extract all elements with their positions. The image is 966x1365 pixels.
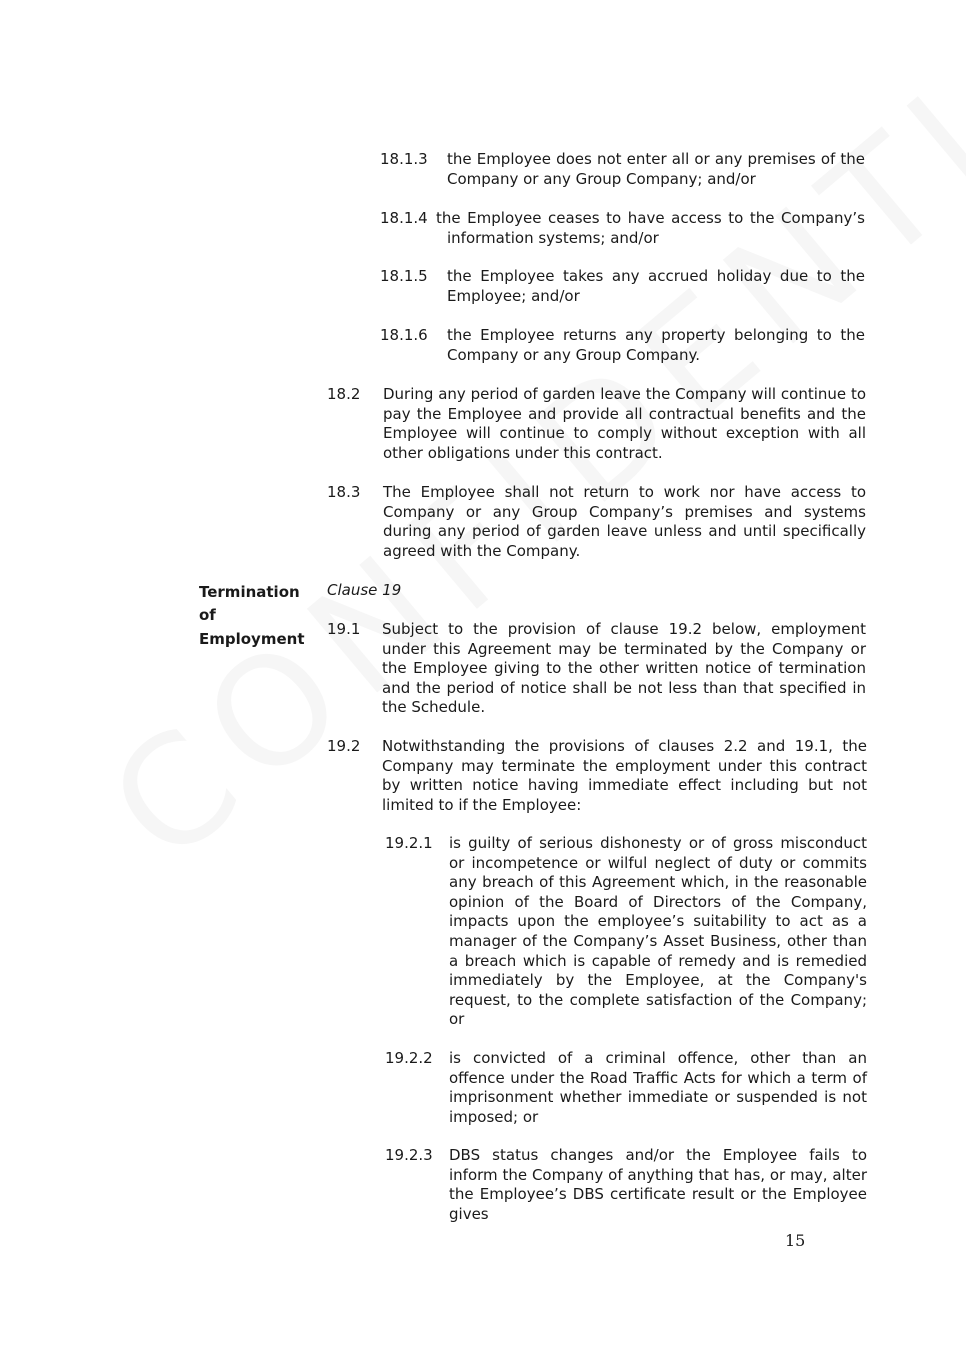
clause-text-18-1-5: the Employee takes any accrued holiday due to the Employee; and/or (447, 267, 865, 305)
clause-number-19-2-2: 19.2.2 (385, 1049, 433, 1067)
clause-text-19-2: Notwithstanding the provisions of clauses 2.2 and 19.1, the Company may terminate the employment under this contract by written notice having immediate effect including but not limited to if the Employee: (382, 737, 867, 814)
clause-number-18-1-6: 18.1.6 (380, 326, 428, 344)
clause-number-18-3: 18.3 (327, 483, 361, 501)
clause-text-18-1-4 (436, 209, 865, 248)
clause-text-18-1-3: the Employee does not enter all or any premises of the Company or any Group Company; and/or (447, 150, 865, 188)
clause-text-18-1-4-content: the Employee ceases to have access to the Company’s information systems; and/or (436, 209, 865, 247)
clause-number-19-1: 19.1 (327, 620, 361, 638)
clause-number-19-2: 19.2 (327, 737, 361, 755)
clause-number-19-2-3: 19.2.3 (385, 1146, 433, 1164)
clause-number-19-2-1: 19.2.1 (385, 834, 433, 852)
clause-text-18-1-6: the Employee returns any property belonging to the Company or any Group Company. (447, 326, 865, 364)
clause-number-18-1-4: 18.1.4 (380, 209, 428, 227)
clause-number-18-1-5: 18.1.5 (380, 267, 428, 285)
clause-text-19-2-3: DBS status changes and/or the Employee fails to inform the Company of anything that has, or may, alter the Employee’s DBS certificate result or the Employee gives (449, 1146, 867, 1223)
clause-text-19-2-2: is convicted of a criminal offence, other than an offence under the Road Traffic Acts for which a term of imprisonment whether immediate or suspended is not imposed; or (449, 1049, 867, 1126)
clause-text-19-2-1: is guilty of serious dishonesty or of gross misconduct or incompetence or wilful neglect of duty or commits any breach of this Agreement which, in the reasonable opinion of the Board of Directors of the Company, impacts upon the employee’s suitability to act as a manager of the Company’s Asset Business, other than a breach which is capable of remedy and is remedied immediately by the Employee, at the Company's request, to the complete satisfaction of the Company; or (449, 834, 867, 1029)
clause-19-label: Clause 19 (327, 581, 402, 599)
clause-text-18-2: During any period of garden leave the Company will continue to pay the Employee and provide all contractual benefits and the Employee will continue to comply without exception with all other obligations under this contract. (383, 385, 866, 462)
clause-text-18-3: The Employee shall not return to work nor have access to Company or any Group Company’s premises and systems during any period of garden leave unless and until specifically agreed with the Company. (383, 483, 866, 560)
page-number: 15 (785, 1231, 806, 1250)
clause-number-18-1-3: 18.1.3 (380, 150, 428, 168)
clause-text-19-1: Subject to the provision of clause 19.2 below, employment under this Agreement may be terminated by the Company or the Employee giving to the other written notice of termination and the period of notice shall be not less than that specified in the Schedule. (382, 620, 866, 717)
clause-number-18-2: 18.2 (327, 385, 361, 403)
side-heading-termination: Termination of Employment (199, 583, 305, 648)
